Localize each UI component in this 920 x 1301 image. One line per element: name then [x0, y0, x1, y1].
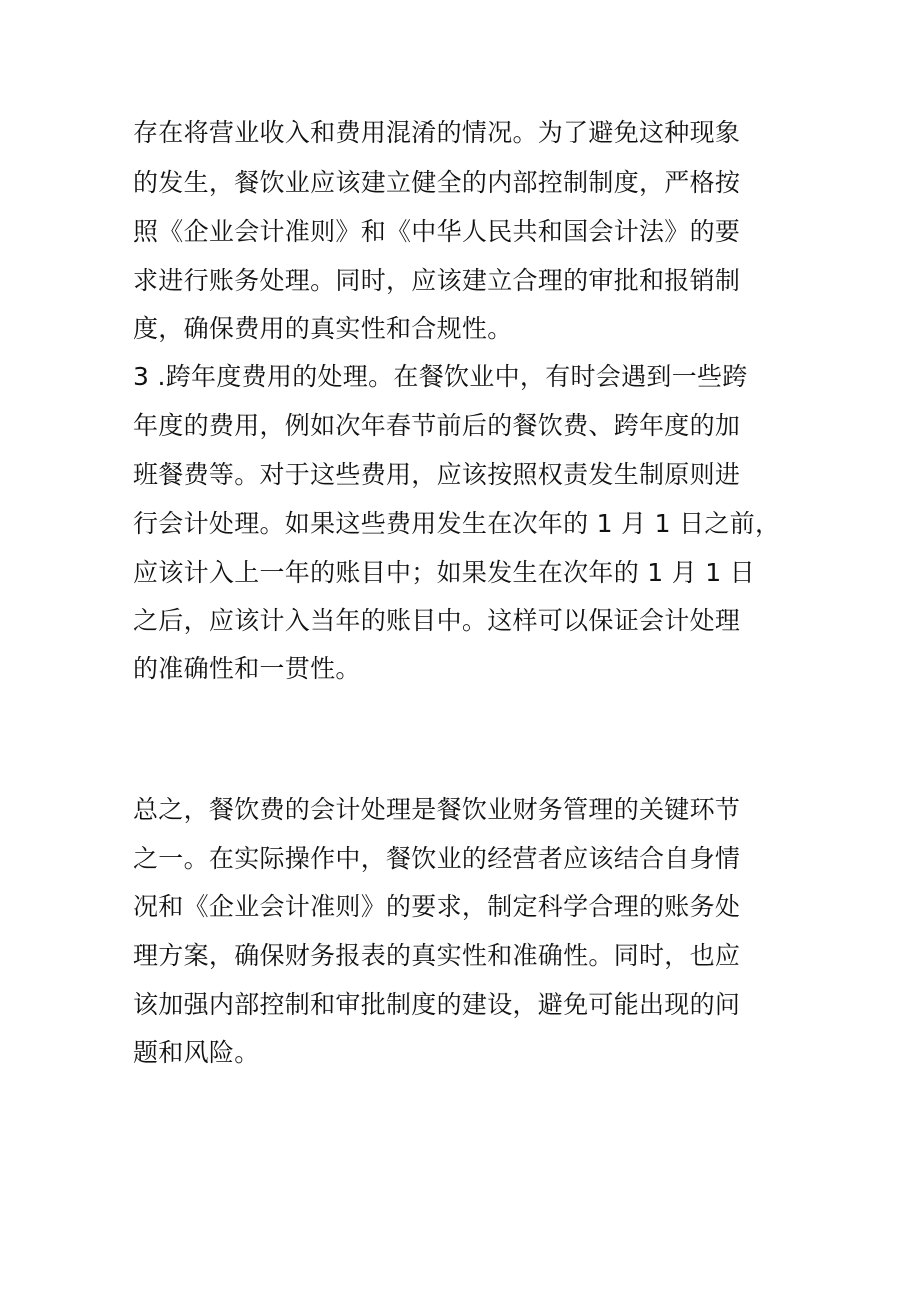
paragraph-line: 照《企业会计准则》和《中华人民共和国会计法》的要: [133, 217, 741, 246]
paragraph-line: 存在将营业收入和费用混淆的情况。为了避免这种现象: [133, 118, 741, 147]
paragraph-line: 理方案，确保财务报表的真实性和准确性。同时，也应: [133, 941, 741, 970]
paragraph-line: 的发生，餐饮业应该建立健全的内部控制制度，严格按: [133, 168, 741, 197]
paragraph-line: 应该计入上一年的账目中；如果发生在次年的 1 月 1 日: [133, 558, 756, 587]
paragraph-line: 求进行账务处理。同时，应该建立合理的审批和报销制: [133, 266, 741, 295]
paragraph-line: 3 .跨年度费用的处理。在餐饮业中，有时会遇到一些跨: [133, 362, 748, 391]
paragraph-line: 总之，餐饮费的会计处理是餐饮业财务管理的关键环节: [133, 795, 741, 824]
paragraph-line: 年度的费用，例如次年春节前后的餐饮费、跨年度的加: [133, 411, 741, 440]
paragraph-line: 行会计处理。如果这些费用发生在次年的 1 月 1 日之前，: [133, 509, 781, 538]
paragraph-line: 该加强内部控制和审批制度的建设，避免可能出现的问: [133, 990, 741, 1019]
paragraph-line: 之后，应该计入当年的账目中。这样可以保证会计处理: [133, 606, 741, 635]
paragraph-line: 班餐费等。对于这些费用，应该按照权责发生制原则进: [133, 460, 741, 489]
paragraph-line: 之一。在实际操作中，餐饮业的经营者应该结合自身情: [133, 844, 741, 873]
paragraph-line: 题和风险。: [133, 1038, 260, 1067]
paragraph-line: 度，确保费用的真实性和合规性。: [133, 314, 513, 343]
paragraph-line: 的准确性和一贯性。: [133, 654, 361, 683]
paragraph-line: 况和《企业会计准则》的要求，制定科学合理的账务处: [133, 892, 741, 921]
